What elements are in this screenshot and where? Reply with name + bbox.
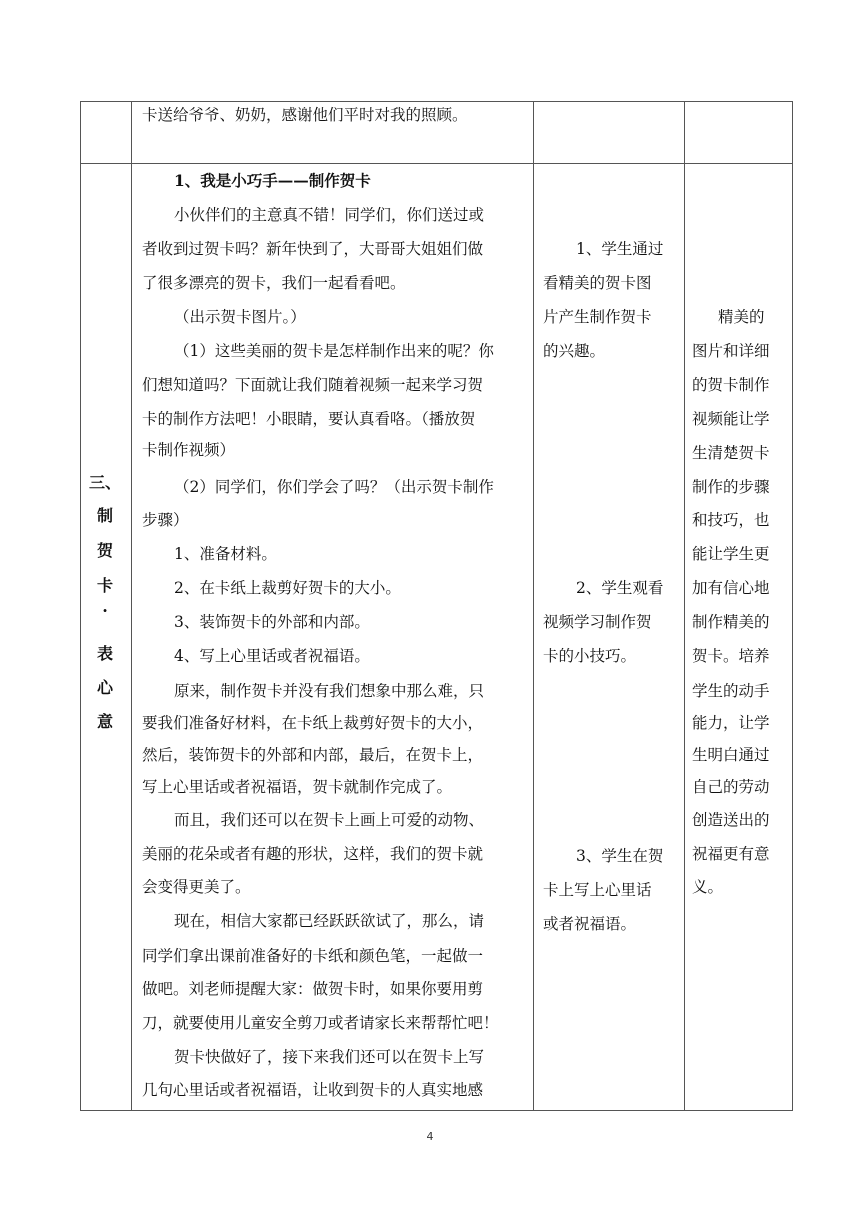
content-line: 刀，就要使用儿童安全剪刀或者请家长来帮帮忙吧！ bbox=[142, 1014, 499, 1032]
stage-char: 三、 bbox=[88, 473, 121, 492]
intent-line: 生明白通过 bbox=[692, 746, 770, 764]
content-line: 3、装饰贺卡的外部和内部。 bbox=[174, 613, 370, 631]
student-line: 2、学生观看 bbox=[576, 579, 664, 597]
intent-line: 制作精美的 bbox=[692, 613, 770, 631]
stage-char: 贺 bbox=[96, 541, 113, 560]
student-line: 的兴趣。 bbox=[543, 342, 606, 360]
content-line: 原来，制作贺卡并没有我们想象中那么难，只 bbox=[174, 682, 485, 700]
lesson-table bbox=[80, 101, 793, 1111]
intent-line: 创造送出的 bbox=[692, 811, 770, 829]
stage-char: 心 bbox=[96, 678, 113, 697]
page-number: 4 bbox=[426, 1130, 434, 1143]
student-line: 3、学生在贺 bbox=[576, 847, 664, 865]
content-line: （2）同学们，你们学会了吗？（出示贺卡制作 bbox=[174, 478, 494, 496]
intent-line: 义。 bbox=[692, 878, 724, 896]
student-line: 1、学生通过 bbox=[576, 240, 664, 258]
content-line: 而且，我们还可以在贺卡上画上可爱的动物、 bbox=[174, 811, 485, 829]
student-line: 看精美的贺卡图 bbox=[543, 274, 652, 292]
content-line: 4、写上心里话或者祝福语。 bbox=[174, 647, 370, 665]
intent-line: 生清楚贺卡 bbox=[692, 444, 770, 462]
stage-char: 表 bbox=[96, 644, 113, 663]
intent-line: 贺卡。培养 bbox=[692, 647, 770, 665]
table-border-top bbox=[80, 101, 793, 102]
content-line: （1）这些美丽的贺卡是怎样制作出来的呢？你 bbox=[174, 342, 494, 360]
content-line: 者收到过贺卡吗？新年快到了，大哥哥大姐姐们做 bbox=[142, 240, 484, 258]
student-line: 卡上写上心里话 bbox=[543, 881, 652, 899]
content-line: （出示贺卡图片。） bbox=[174, 308, 306, 326]
intent-line: 的贺卡制作 bbox=[692, 376, 770, 394]
intent-line: 视频能让学 bbox=[692, 410, 770, 428]
intent-line: 加有信心地 bbox=[692, 579, 770, 597]
table-border-right bbox=[792, 101, 793, 1111]
content-line: 卡的制作方法吧！小眼睛，要认真看咯。（播放贺 bbox=[142, 410, 476, 428]
intent-line: 自己的劳动 bbox=[692, 778, 770, 796]
intent-line: 图片和详细 bbox=[692, 342, 770, 360]
stage-char: · bbox=[102, 601, 108, 620]
content-line: 现在，相信大家都已经跃跃欲试了，那么，请 bbox=[174, 912, 485, 930]
content-line: 美丽的花朵或者有趣的形状，这样，我们的贺卡就 bbox=[142, 845, 484, 863]
content-line: 几句心里话或者祝福语，让收到贺卡的人真实地感 bbox=[142, 1081, 484, 1099]
stage-char: 意 bbox=[96, 712, 113, 731]
column-divider-2 bbox=[533, 101, 534, 1111]
intent-line: 能让学生更 bbox=[692, 545, 770, 563]
content-line: 要我们准备好材料，在卡纸上裁剪好贺卡的大小， bbox=[142, 714, 484, 732]
content-line: 同学们拿出课前准备好的卡纸和颜色笔，一起做一 bbox=[142, 947, 484, 965]
intent-line: 能力，让学 bbox=[692, 714, 770, 732]
content-line: 了很多漂亮的贺卡，我们一起看看吧。 bbox=[142, 274, 406, 292]
intent-line: 学生的动手 bbox=[692, 682, 770, 700]
content-line: 步骤） bbox=[142, 511, 189, 529]
content-line: 2、在卡纸上裁剪好贺卡的大小。 bbox=[174, 579, 401, 597]
content-line: 写上心里话或者祝福语，贺卡就制作完成了。 bbox=[142, 778, 453, 796]
row1-content: 卡送给爷爷、奶奶，感谢他们平时对我的照顾。 bbox=[142, 106, 468, 124]
student-line: 卡的小技巧。 bbox=[543, 647, 637, 665]
content-line: 会变得更美了。 bbox=[142, 878, 251, 896]
intent-line: 和技巧，也 bbox=[692, 511, 770, 529]
content-line: 小伙伴们的主意真不错！同学们，你们送过或 bbox=[174, 206, 485, 224]
student-line: 或者祝福语。 bbox=[543, 915, 637, 933]
column-divider-3 bbox=[684, 101, 685, 1111]
table-border-bottom bbox=[80, 1110, 793, 1111]
intent-line: 祝福更有意 bbox=[692, 845, 770, 863]
intent-line: 制作的步骤 bbox=[692, 478, 770, 496]
content-line: 们想知道吗？下面就让我们随着视频一起来学习贺 bbox=[142, 376, 484, 394]
content-line: 1、准备材料。 bbox=[174, 545, 277, 563]
content-line: 贺卡快做好了，接下来我们还可以在贺卡上写 bbox=[174, 1048, 485, 1066]
student-line: 片产生制作贺卡 bbox=[543, 308, 652, 326]
stage-char: 制 bbox=[96, 506, 113, 525]
content-line: 然后，装饰贺卡的外部和内部，最后，在贺卡上， bbox=[142, 746, 484, 764]
section-heading: 1、我是小巧手——制作贺卡 bbox=[174, 171, 371, 190]
stage-char: 卡 bbox=[96, 576, 113, 595]
column-divider-1 bbox=[131, 101, 132, 1111]
content-line: 做吧。刘老师提醒大家：做贺卡时，如果你要用剪 bbox=[142, 980, 484, 998]
intent-line: 精美的 bbox=[718, 308, 765, 326]
content-line: 卡制作视频） bbox=[142, 441, 236, 459]
student-line: 视频学习制作贺 bbox=[543, 613, 652, 631]
row-divider bbox=[80, 163, 793, 164]
